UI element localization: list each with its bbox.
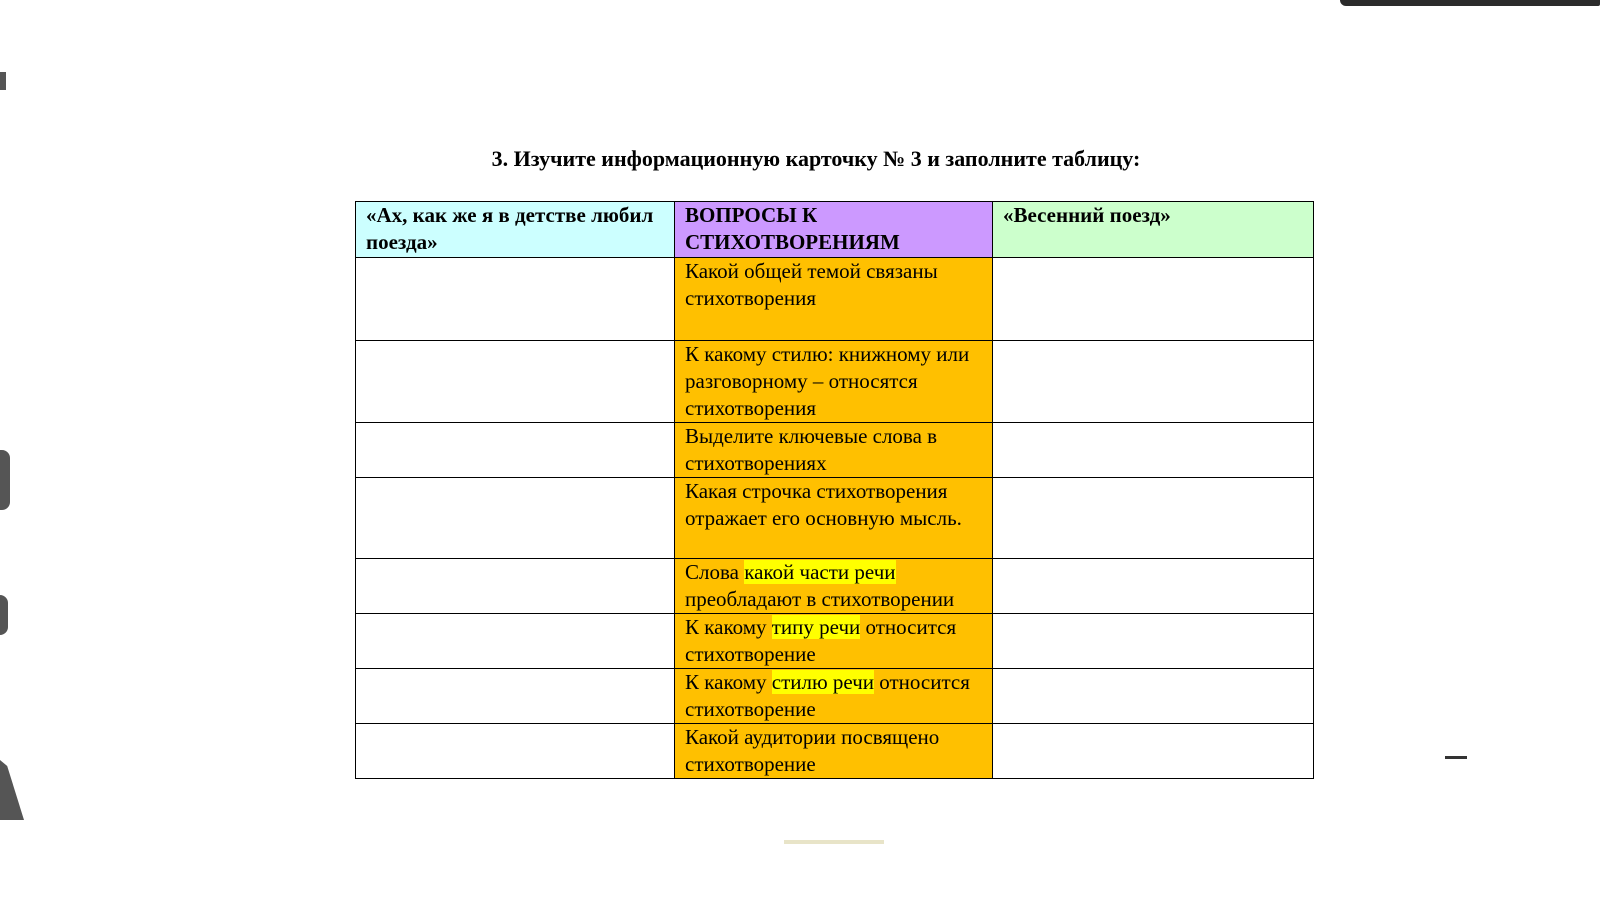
question-cell	[675, 559, 993, 614]
question-text: К какому	[685, 615, 772, 639]
question-cell: Какая строчка стихотворения отражает его основную мысль.	[675, 478, 993, 559]
answer-cell-poem-1[interactable]	[356, 478, 675, 559]
highlighted-phrase: типу речи	[771, 615, 861, 639]
answer-cell-poem-2[interactable]	[993, 423, 1314, 478]
answer-cell-poem-1[interactable]	[356, 724, 675, 779]
scan-artifact	[784, 840, 884, 844]
header-questions: ВОПРОСЫ К СТИХОТВОРЕНИЯМ	[675, 202, 993, 258]
question-cell: Выделите ключевые слова в стихотворениях	[675, 423, 993, 478]
answer-cell-poem-2[interactable]	[993, 559, 1314, 614]
answer-cell-poem-2[interactable]	[993, 724, 1314, 779]
table-row	[356, 423, 1314, 478]
question-cell	[675, 669, 993, 724]
question-cell	[675, 614, 993, 669]
answer-cell-poem-1[interactable]	[356, 258, 675, 341]
scan-artifact	[0, 450, 10, 510]
question-cell: К какому стилю: книжному или разговорному – относятся стихотворения	[675, 341, 993, 423]
question-text: относится стихотворение	[685, 615, 957, 666]
question-text: Слова	[685, 560, 745, 584]
answer-cell-poem-1[interactable]	[356, 614, 675, 669]
task-heading: 3. Изучите информационную карточку № 3 и заполните таблицу:	[491, 146, 1141, 171]
scan-artifact	[0, 595, 8, 635]
answer-cell-poem-2[interactable]	[993, 669, 1314, 724]
answer-cell-poem-2[interactable]	[993, 614, 1314, 669]
header-row	[356, 202, 1314, 258]
answer-cell-poem-2[interactable]	[993, 341, 1314, 423]
question-text: преобладают в стихотворении	[685, 587, 955, 611]
question-text: относится стихотворение	[685, 670, 970, 721]
answer-cell-poem-1[interactable]	[356, 423, 675, 478]
highlighted-phrase: стилю речи	[771, 670, 875, 694]
table-row	[356, 478, 1314, 559]
scan-artifact	[0, 760, 24, 820]
answer-cell-poem-1[interactable]	[356, 559, 675, 614]
question-text: К какому	[685, 670, 772, 694]
answer-cell-poem-1[interactable]	[356, 669, 675, 724]
answer-cell-poem-2[interactable]	[993, 478, 1314, 559]
worksheet-table	[355, 201, 1314, 779]
scan-artifact	[1340, 0, 1600, 6]
table-row	[356, 669, 1314, 724]
question-cell: Какой аудитории посвящено стихотворение	[675, 724, 993, 779]
question-cell: Какой общей темой связаны стихотворения	[675, 258, 993, 341]
table-row	[356, 614, 1314, 669]
answer-cell-poem-2[interactable]	[993, 258, 1314, 341]
header-poem-1: «Ах, как же я в детстве любил поезда»	[356, 202, 675, 258]
scan-artifact	[1445, 756, 1467, 759]
table-row	[356, 724, 1314, 779]
answer-cell-poem-1[interactable]	[356, 341, 675, 423]
table-row	[356, 559, 1314, 614]
table-row	[356, 341, 1314, 423]
table-row	[356, 258, 1314, 341]
header-poem-2: «Весенний поезд»	[993, 202, 1314, 258]
highlighted-phrase: какой части речи	[744, 560, 896, 584]
scan-artifact	[0, 72, 6, 90]
